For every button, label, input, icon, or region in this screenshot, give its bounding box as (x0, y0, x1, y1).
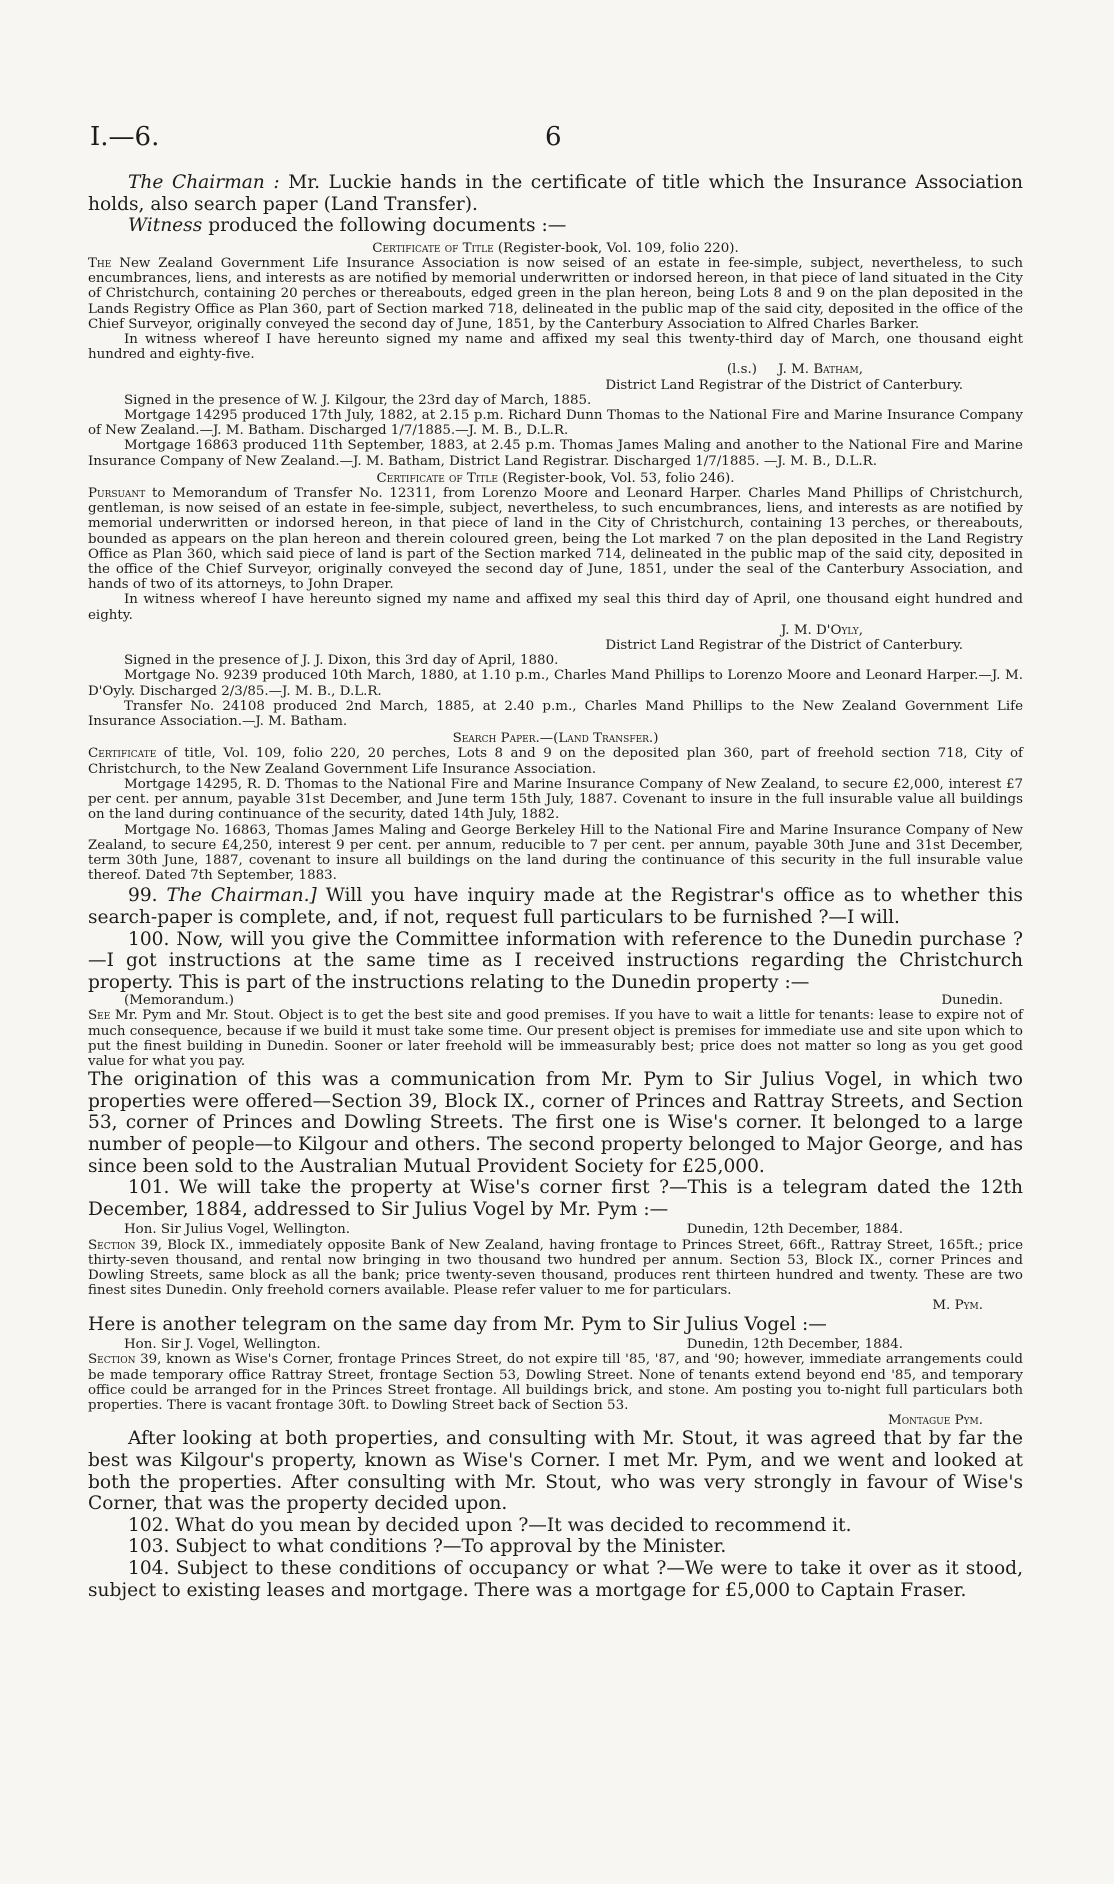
paragraph-text: produced the following documents :— (202, 215, 567, 237)
paragraph-another-telegram: Here is another telegram on the same day from Mr. Pym to Sir Julius Vogel :— (88, 1313, 827, 1335)
question-99: 99. The Chairman.] Will you have inquiry made at the Registrar's office as to whether this search-paper is complete, and, if not, request full particulars to be furnished ?—I will. (88, 885, 1023, 928)
certificate-1-body: The New Zealand Government Life Insurance Association is now seised of an estate in fee-simple, subject, nevertheless, to such encumbrances, liens, and interests as are notified by memorial underwritten or indorsed hereon, in that piece of land situated in the City of Christchurch, containing 20 perches or thereabouts, edged green in the plan hereon, being Lots 8 and 9 on the plan deposited in the Lands Registry Office as Plan 360, part of Section marked 718, delineated in the public map of the said city, deposited in the office of the Chief Surveyor, originally conveyed the second day of June, 1851, by the Canterbury Association to Alfred Charles Barker. (88, 255, 1023, 332)
speaker: The Chairman : (128, 172, 280, 193)
certificate-1-witness: In witness whereof I have hereunto signed my name and affixed my seal this twenty-third day of March, one thousand eight hundred and eighty-five. (88, 332, 1023, 363)
certificate-2-signed: Signed in the presence of J. J. Dixon, this 3rd day of April, 1880. (124, 653, 559, 669)
certificate-2-transfer: Transfer No. 24108 produced 2nd March, 1885, at 2.40 p.m., Charles Mand Phillips to the New Zealand Government Life Insurance Association.—J. M. Batham. (88, 698, 1023, 730)
certificate-1-mortgage-2: Mortgage 16863 produced 11th September, 1883, at 2.45 p.m. Thomas James Maling and another to the National Fire and Marine Insurance Company of New Zealand.—J. M. Batham, District Land Registrar. Discharged 1/7/1885. —J. M. B., D.L.R. (88, 438, 1023, 469)
telegram-1-header: Hon. Sir Julius Vogel, Wellington. Dunedin, 12th December, 1884. (124, 1222, 903, 1238)
seal-mark: (l.s.) (726, 362, 757, 378)
document-reference: I.—6. (90, 122, 160, 152)
telegram-2-header: Hon. Sir J. Vogel, Wellington. Dunedin, 12th December, 1884. (124, 1337, 903, 1353)
telegram-1-body: Section 39, Block IX., immediately opposite Bank of New Zealand, having frontage to Princes Street, 66ft., Rattray Street, 165ft.; price thirty-seven thousand, and rental now bringing in two thousand two hundred per annum. Section 53, Block IX., corner Princes and Dowling Streets, same block as all the bank; price twenty-seven thousand, produces rent thirteen hundred and twenty. These are two finest sites Dunedin. Only freehold corners available. Please refer valuer to me for particulars. (88, 1237, 1023, 1299)
page-content (88, 172, 1023, 1601)
telegram-1-signer: M. Pym. (932, 1298, 983, 1314)
search-paper-heading: Search Paper.—(Land Transfer.) (452, 731, 659, 747)
paragraph-chairman-intro (88, 172, 1023, 215)
question-103: 103. Subject to what conditions ?—To approval by the Minister. (128, 1536, 727, 1558)
certificate-2-registrar: District Land Registrar of the District of Canterbury. (605, 638, 963, 654)
certificate-1-mortgage-1: Mortgage 14295 produced 17th July, 1882, at 2.15 p.m. Richard Dunn Thomas to the National Fire and Marine Insurance Company of New Zealand.—J. M. Batham. Discharged 1/7/1885.—J. M. B., D.L.R. (88, 408, 1023, 439)
paragraph-origination: The origination of this was a communication from Mr. Pym to Sir Julius Vogel, in which two properties were offered—Section 39, Block IX., corner of Princes and Rattray Streets, and Section 53, corner of Princes and Dowling Streets. The first one is Wise's corner. It belonged to a large number of people—to Kilgour and others. The second property belonged to Major George, and has since been sold to the Australian Mutual Provident Society for £25,000. (88, 1069, 1023, 1177)
certificate-2-heading: Certificate of Title (Register-book, Vol. 53, folio 246). (376, 470, 735, 486)
question-101: 101. We will take the property at Wise's corner first ?—This is a telegram dated the 12th December, 1884, addressed to Sir Julius Vogel by Mr. Pym :— (88, 1177, 1023, 1220)
memorandum-body: See Mr. Pym and Mr. Stout. Object is to get the best site and good premises. If you have to wait a little for tenants: lease to expire not of much consequence, because if we build it must take some time. Our present object is premises for immediate use and site upon which to put the finest building in Dunedin. Sooner or later freehold will be immeasurably best; price does not matter so long as you get good value for what you pay. (88, 1008, 1023, 1070)
certificate-2-body: Pursuant to Memorandum of Transfer No. 12311, from Lorenzo Moore and Leonard Harper. Charles Mand Phillips of Christchurch, gentleman, is now seised of an estate in fee-simple, subject, nevertheless, to such encumbrances, liens, and interests as are notified by memorial underwritten or indorsed hereon, in that piece of land in the City of Christchurch, containing 13 perches, or thereabouts, bounded as appears on the plan hereon and therein coloured green, being the Lot marked 7 on the plan deposited in the Land Registry Office as Plan 360, which said piece of land is part of the Section marked 714, delineated in the public map of the said city, deposited in the office of the Chief Surveyor, originally conveyed the second day of June, 1851, under the seal of the Canterbury Association, and hands of two of its attorneys, to John Draper. (88, 486, 1023, 593)
speaker: Witness (128, 215, 203, 237)
page-number: 6 (545, 122, 562, 152)
certificate-1-heading: Certificate of Title (Register-book, Vol. 109, folio 220). (372, 240, 739, 256)
certificate-1-signature: (l.s.) J. M. Batham, (726, 362, 863, 378)
memorandum-header: (Memorandum.) Dunedin. (124, 993, 1003, 1009)
paragraph-text: Mr. Luckie hands in the certificate of title which the Insurance Association holds, also search paper (Land Transfer). (88, 172, 1024, 215)
question-100: 100. Now, will you give the Committee information with reference to the Dunedin purchase ?—I got instructions at the same time as I received instructions regarding the Christchurch property. This is part of the instructions relating to the Dunedin property :— (88, 928, 1023, 993)
search-paper-body: Certificate of title, Vol. 109, folio 220, 20 perches, Lots 8 and 9 on the deposited plan 360, part of freehold section 718, City of Christchurch, to the New Zealand Government Life Insurance Association. (88, 746, 1023, 777)
telegram-2-signer: Montague Pym. (888, 1413, 983, 1429)
paragraph-witness-documents (88, 215, 1023, 237)
certificate-2-mortgage: Mortgage No. 9239 produced 10th March, 1880, at 1.10 p.m., Charles Mand Phillips to Lorenzo Moore and Leonard Harper.—J. M. D'Oyly. Discharged 2/3/85.—J. M. B., D.L.R. (88, 668, 1023, 699)
paragraph-after-looking: After looking at both properties, and consulting with Mr. Stout, it was agreed that by far the best was Kilgour's property, known as Wise's Corner. I met Mr. Pym, and we went and looked at both the properties. After consulting with Mr. Stout, who was very strongly in favour of Wise's Corner, that was the property decided upon. (88, 1428, 1023, 1515)
question-104: 104. Subject to these conditions of occupancy or what ?—We were to take it over as it stood, subject to existing leases and mortgage. There was a mortgage for £5,000 to Captain Fraser. (88, 1558, 1023, 1601)
certificate-2-witness: In witness whereof I have hereunto signed my name and affixed my seal this third day of April, one thousand eight hundred and eighty. (88, 592, 1023, 623)
speaker: The Chairman.] (166, 885, 317, 907)
search-paper-mortgage-2: Mortgage No. 16863, Thomas James Maling and George Berkeley Hill to the National Fire and Marine Insurance Company of New Zealand, to secure £4,250, interest 9 per cent. per annum, reducible to 7 per cent. per annum, payable 30th June and 31st December, term 30th June, 1887, covenant to insure all buildings on the land during the continuance of this security in the full insurable value thereof. Dated 7th September, 1883. (88, 822, 1023, 884)
question-102: 102. What do you mean by decided upon ?—It was decided to recommend it. (128, 1514, 852, 1536)
telegram-2-body: Section 39, known as Wise's Corner, frontage Princes Street, do not expire till '85, '87, and '90; however, immediate arrangements could be made temporary office Rattray Street, frontage Section 53, Dowling Street. None of tenants extend beyond end '85, and temporary office could be arranged for in the Princes Street frontage. All buildings brick, and stone. Am posting you to-night full particulars both properties. There is vacant frontage 30ft. to Dowling Street back of Section 53. (88, 1352, 1023, 1414)
certificate-1-registrar: District Land Registrar of the District of Canterbury. (605, 377, 963, 393)
certificate-1-signed: Signed in the presence of W. J. Kilgour, the 23rd day of March, 1885. (124, 392, 592, 408)
certificate-2-signature: J. M. D'Oyly, (780, 622, 863, 638)
search-paper-mortgage-1: Mortgage 14295, R. D. Thomas to the National Fire and Marine Insurance Company of New Zealand, to secure £2,000, interest £7 per cent. per annum, payable 31st December, and June term 15th July, 1887. Covenant to insure in the full insurable value all buildings on the land during continuance of the security, dated 14th July, 1882. (88, 776, 1023, 823)
